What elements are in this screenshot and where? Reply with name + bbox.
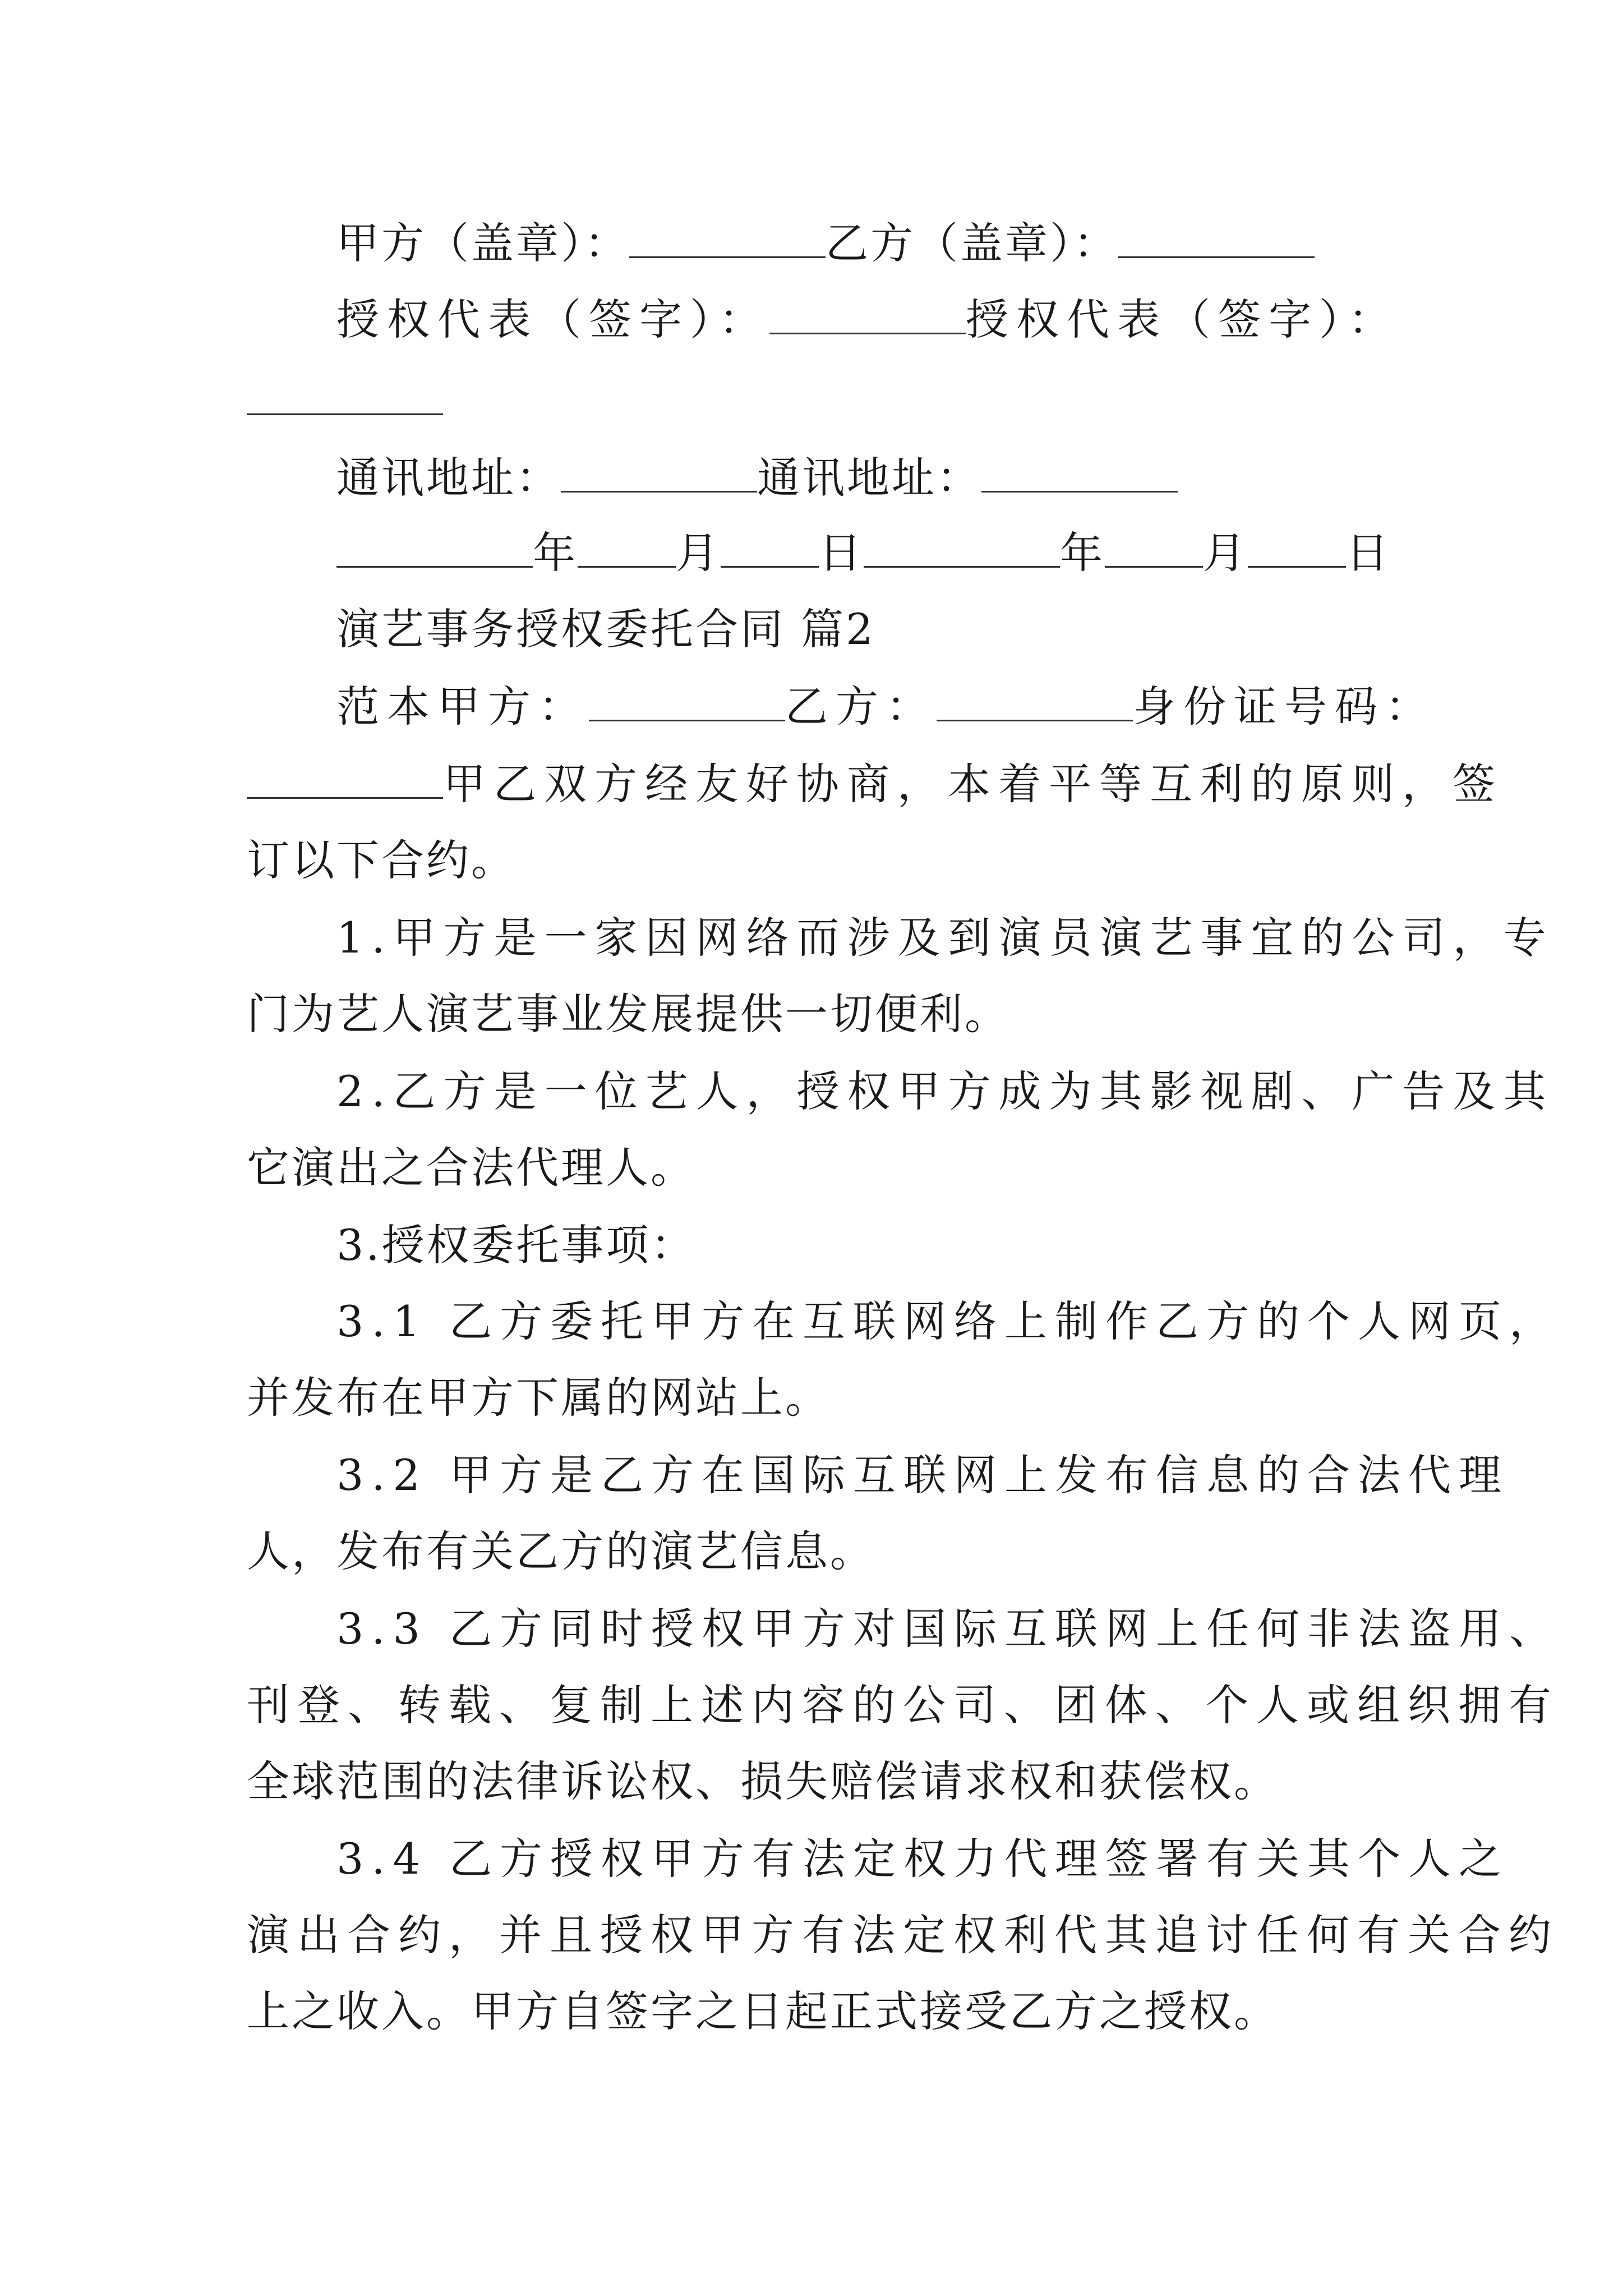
clause-3-2-line-2: 人，发布有关乙方的演艺信息。 [247,1526,875,1576]
clause-1-line-1: 1.甲方是一家因网络而涉及到演员演艺事宜的公司，专 [336,913,1554,963]
clause-3-4-line-1: 3.4 乙方授权甲方有法定权力代理签署有关其个人之 [336,1834,1510,1884]
address-b-label: 通讯地址： [757,453,981,503]
address-b-blank [981,454,1178,493]
parties-line [336,681,1492,733]
address-a-label: 通讯地址： [336,453,561,503]
clause-3-3-line-3: 全球范围的法律诉讼权、损失赔偿请求权和获偿权。 [247,1756,1279,1806]
intro-cont: 甲乙双方经友好协商，本着平等互利的原则，签 [443,759,1503,809]
clause-3-2-line-1: 3.2 甲方是乙方在国际互联网上发布信息的合法代理 [336,1450,1510,1500]
clause-2-line-2: 它演出之合法代理人。 [247,1143,695,1193]
date-a-year-label: 年 [533,528,578,578]
party-a-seal-blank [629,219,826,258]
date-a-day-label: 日 [819,528,864,578]
rep-b-blank [247,376,443,415]
clause-3-1-line-1: 3.1 乙方委托甲方在互联网络上制作乙方的个人网页， [336,1296,1560,1346]
clause-3-4-line-3: 上之收入。甲方自签字之日起正式接受乙方之授权。 [247,1986,1279,2036]
intro-end: 订以下合约。 [247,835,516,885]
parties-b-label: 乙方： [785,682,937,731]
clause-3-4-line-2: 演出合约，并且授权甲方有法定权利代其追讨任何有关合约 [247,1910,1559,1960]
clause-3-1-line-2: 并发布在甲方下属的网站上。 [247,1373,830,1423]
date-b-month-blank [1105,529,1203,568]
seal-line [336,218,1492,269]
date-a-month-blank [578,529,676,568]
parties-a-label: 范本甲方： [336,682,589,731]
party-b-seal-label: 乙方（盖章）： [826,218,1118,268]
date-a-day-blank [721,529,819,568]
clause-3: 3.授权委托事项： [336,1220,696,1270]
party-a-seal-label: 甲方（盖章）： [336,218,629,268]
date-b-day-label: 日 [1346,528,1391,578]
section-heading: 演艺事务授权委托合同 篇2 [336,604,875,654]
representative-line [336,294,1492,346]
date-b-year-blank [864,529,1060,568]
address-a-blank [561,454,757,493]
representative-line-cont [247,375,1402,426]
address-line [336,452,1492,504]
date-a-year-blank [336,529,533,568]
rep-a-blank [769,296,966,334]
parties-b-blank [937,683,1133,721]
date-b-year-label: 年 [1060,528,1105,578]
date-line [336,527,1492,579]
party-b-seal-blank [1118,219,1315,258]
date-b-day-blank [1248,529,1346,568]
clause-3-3-line-2: 刊登、转载、复制上述内容的公司、团体、个人或组织拥有 [247,1680,1559,1730]
id-label: 身份证号码： [1133,682,1436,731]
clause-2-line-1: 2.乙方是一位艺人，授权甲方成为其影视剧、广告及其 [336,1066,1554,1116]
date-b-month-label: 月 [1203,528,1248,578]
date-a-month-label: 月 [676,528,721,578]
parties-a-blank [589,683,785,721]
clause-3-3-line-1: 3.3 乙方同时授权甲方对国际互联网上任何非法盗用、 [336,1604,1560,1654]
rep-a-label: 授权代表（签字）： [336,295,769,344]
id-blank [247,760,443,799]
clause-1-line-2: 门为艺人演艺事业发展提供一切便利。 [247,989,1009,1039]
intro-line [247,758,1503,810]
rep-b-label: 授权代表（签字）： [966,295,1399,344]
